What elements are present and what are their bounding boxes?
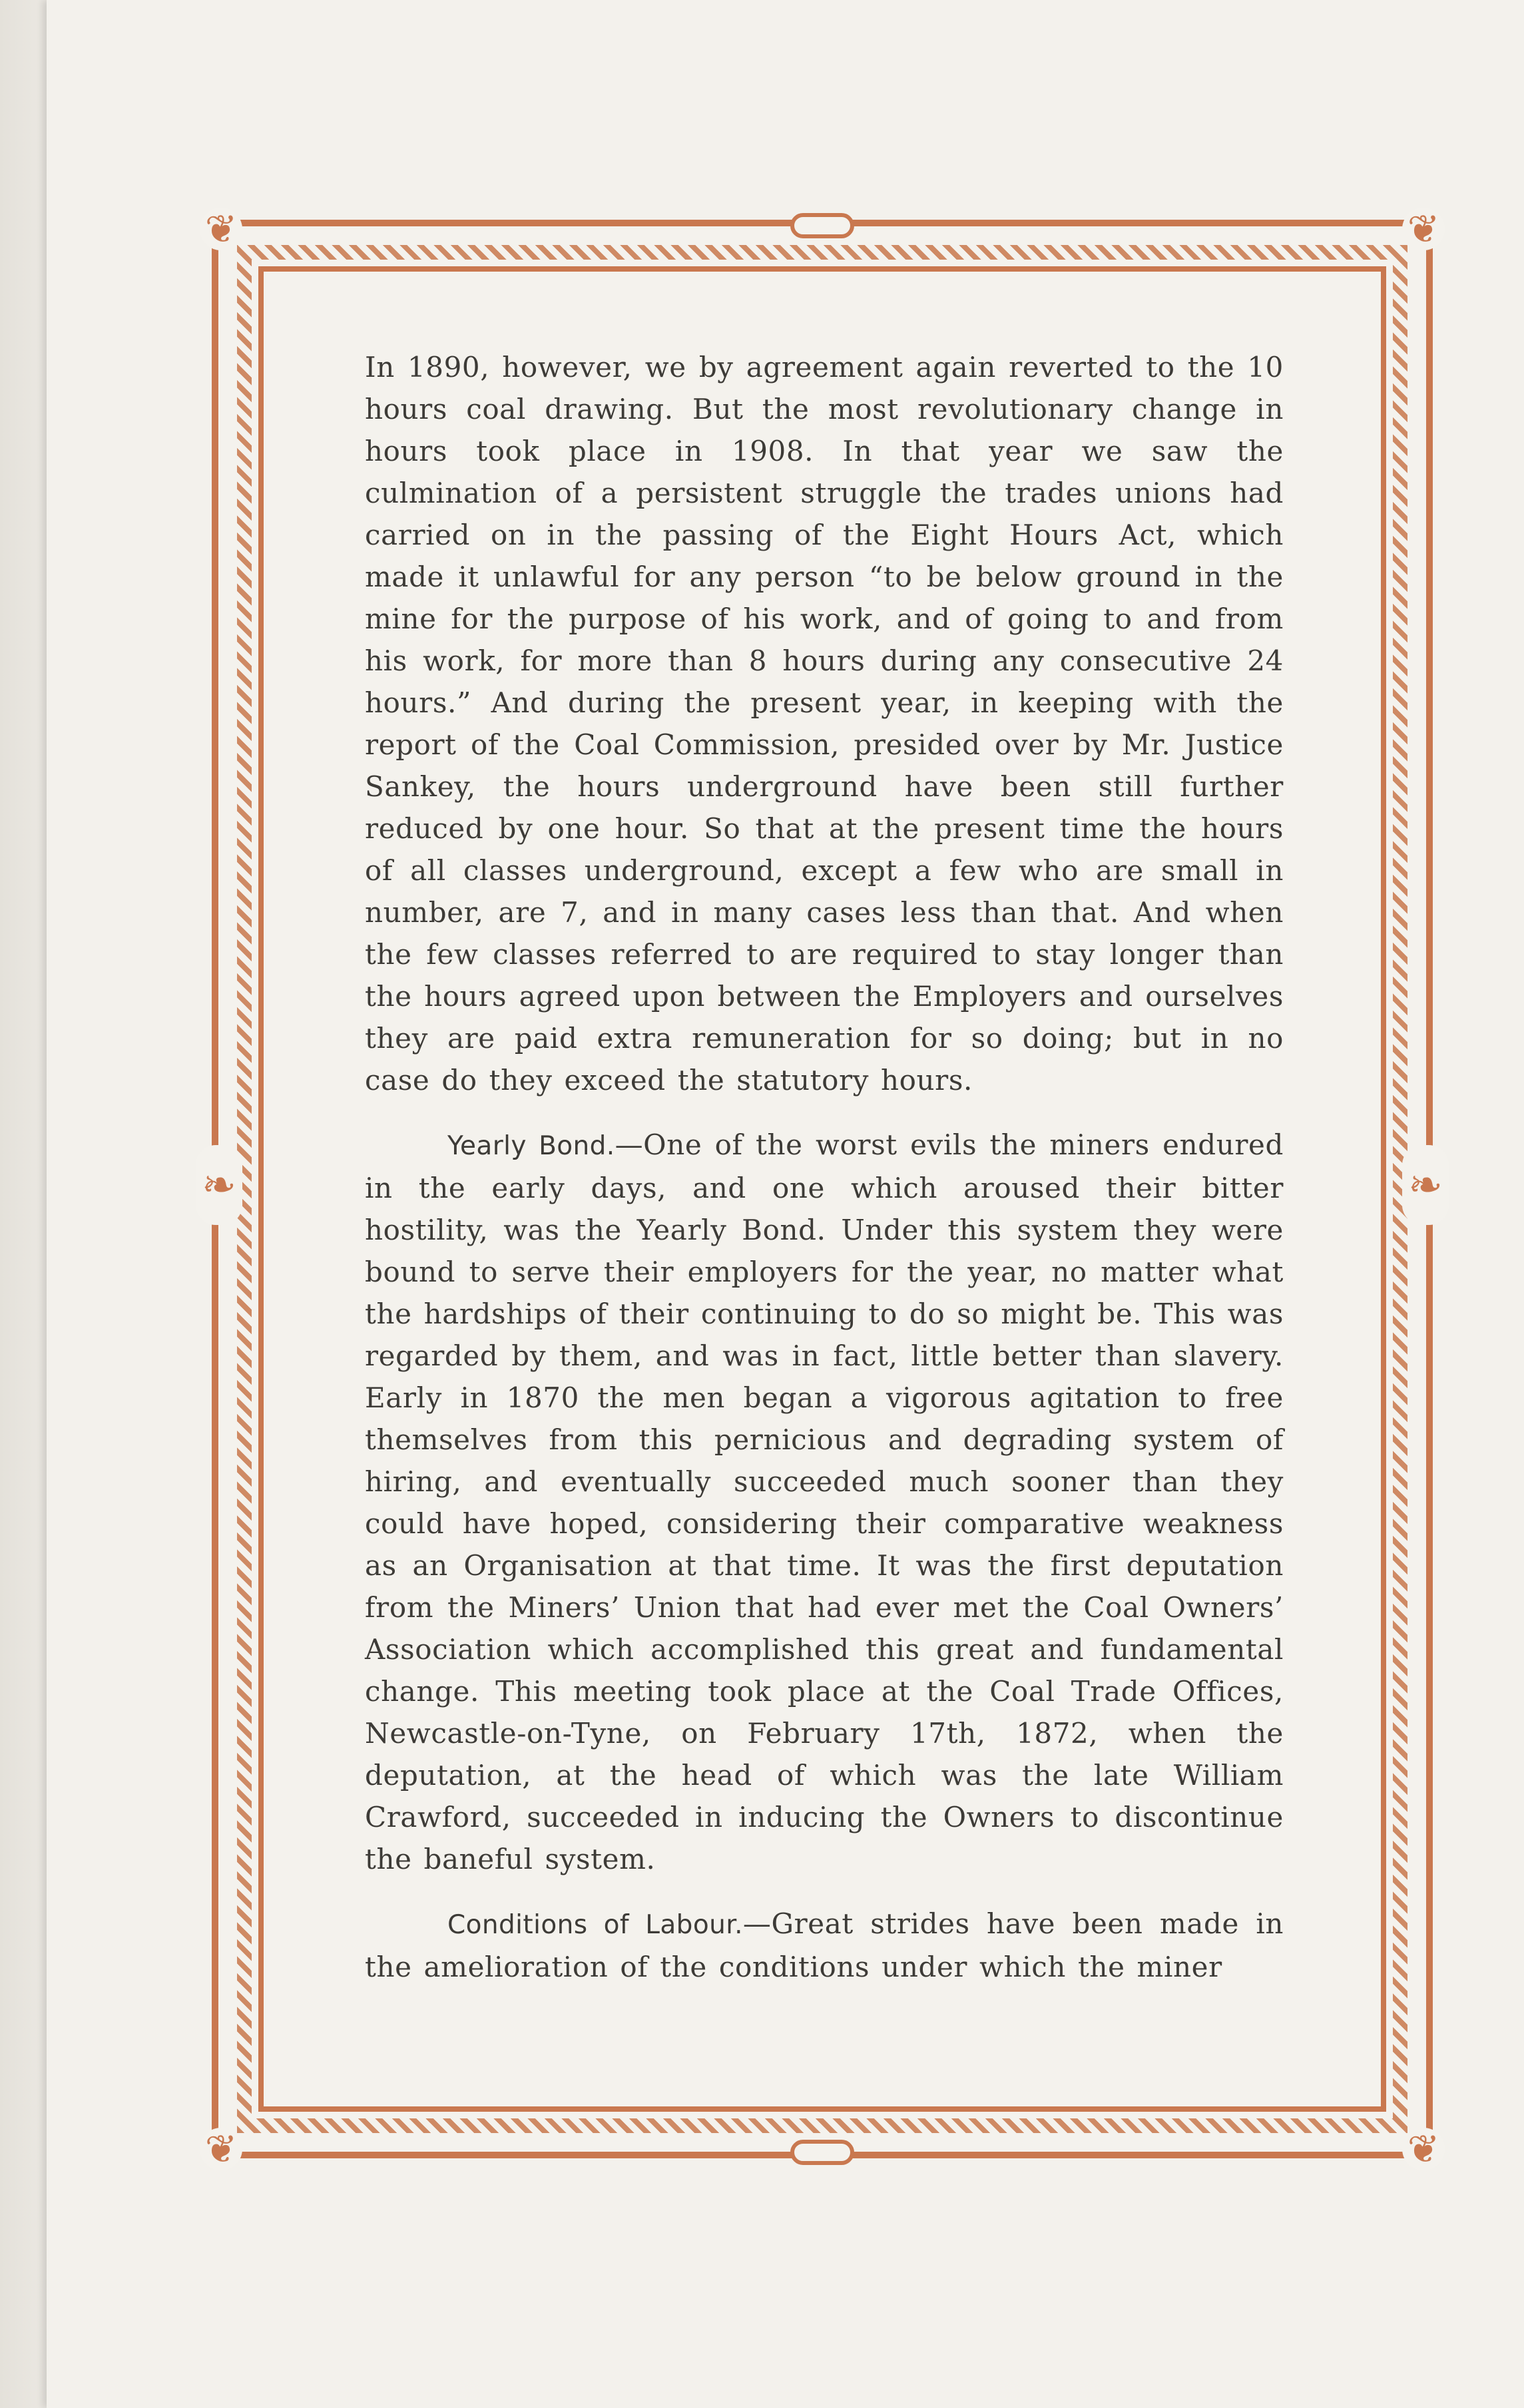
corner-ornament-icon: ❦ bbox=[1402, 208, 1445, 250]
paragraph-text: In 1890, however, we by agreement again reverted to the 10 hours coal drawing. But the most revolutionary change in hours took place in 1908. In that year we saw the culmination of a persistent struggle the trades unions had carried on in the passing of the Eight Hours Act, which made it unlawful for any person “to be below ground in the mine for the purpose of his work, and of going to and from his work, for more than 8 hours during any consecutive 24 hours.” And during the present year, in keeping with the report of the Coal Commission, presided over by Mr. Justice Sankey, the hours underground have been still further reduced by one hour. So that at the present time the hours of all classes underground, except a few who are small in number, are 7, and in many cases less than that. And when the few classes referred to are required to stay longer than the hours agreed upon between the Employers and ourselves they are paid extra remuneration for so doing; but in no case do they exceed the statutory hours. bbox=[365, 351, 1284, 1096]
paragraph-text: —One of the worst evils the miners endured in the early days, and one which aroused their bitter hostility, was the Yearly Bond. Under this system they were bound to serve their employers for the year, no matter what the hardships of their continuing to do so might be. This was regarded by them, and was in fact, little better than slavery. Early in 1870 the men began a vigorous agitation to free themselves from this pernicious and degrading system of hiring, and eventually succeeded much sooner than they could have hoped, considering their comparative weakness as an Organisation at that time. It was the first deputation from the Miners’ Union that had ever met the Coal Owners’ Association which accomplished this great and fundamental change. This meeting took place at the Coal Trade Offices, Newcastle-on-Tyne, on February 17th, 1872, when the deputation, at the head of which was the late William Crawford, succeeded in inducing the Owners to discontinue the baneful system. bbox=[365, 1128, 1284, 1875]
page-text-block bbox=[365, 346, 1284, 1988]
paragraph-conditions-of-labour bbox=[365, 1903, 1284, 1988]
top-border-cartouche bbox=[790, 213, 854, 238]
section-heading-yearly-bond: Yearly Bond. bbox=[447, 1131, 615, 1161]
section-heading-conditions-of-labour: Conditions of Labour. bbox=[447, 1910, 743, 1940]
paragraph-yearly-bond bbox=[365, 1124, 1284, 1880]
paragraph-hours bbox=[365, 346, 1284, 1101]
page-edge-shadow bbox=[0, 0, 47, 2408]
paragraph-text: —Great strides have been made in the amelioration of the conditions under which the miner bbox=[365, 1907, 1284, 1983]
corner-ornament-icon: ❦ bbox=[200, 2128, 242, 2170]
side-scroll-ornament-icon: ❧ bbox=[1402, 1145, 1449, 1225]
corner-ornament-icon: ❦ bbox=[1402, 2128, 1445, 2170]
corner-ornament-icon: ❦ bbox=[200, 208, 242, 250]
bottom-border-cartouche bbox=[790, 2140, 854, 2165]
side-scroll-ornament-icon: ❧ bbox=[196, 1145, 242, 1225]
